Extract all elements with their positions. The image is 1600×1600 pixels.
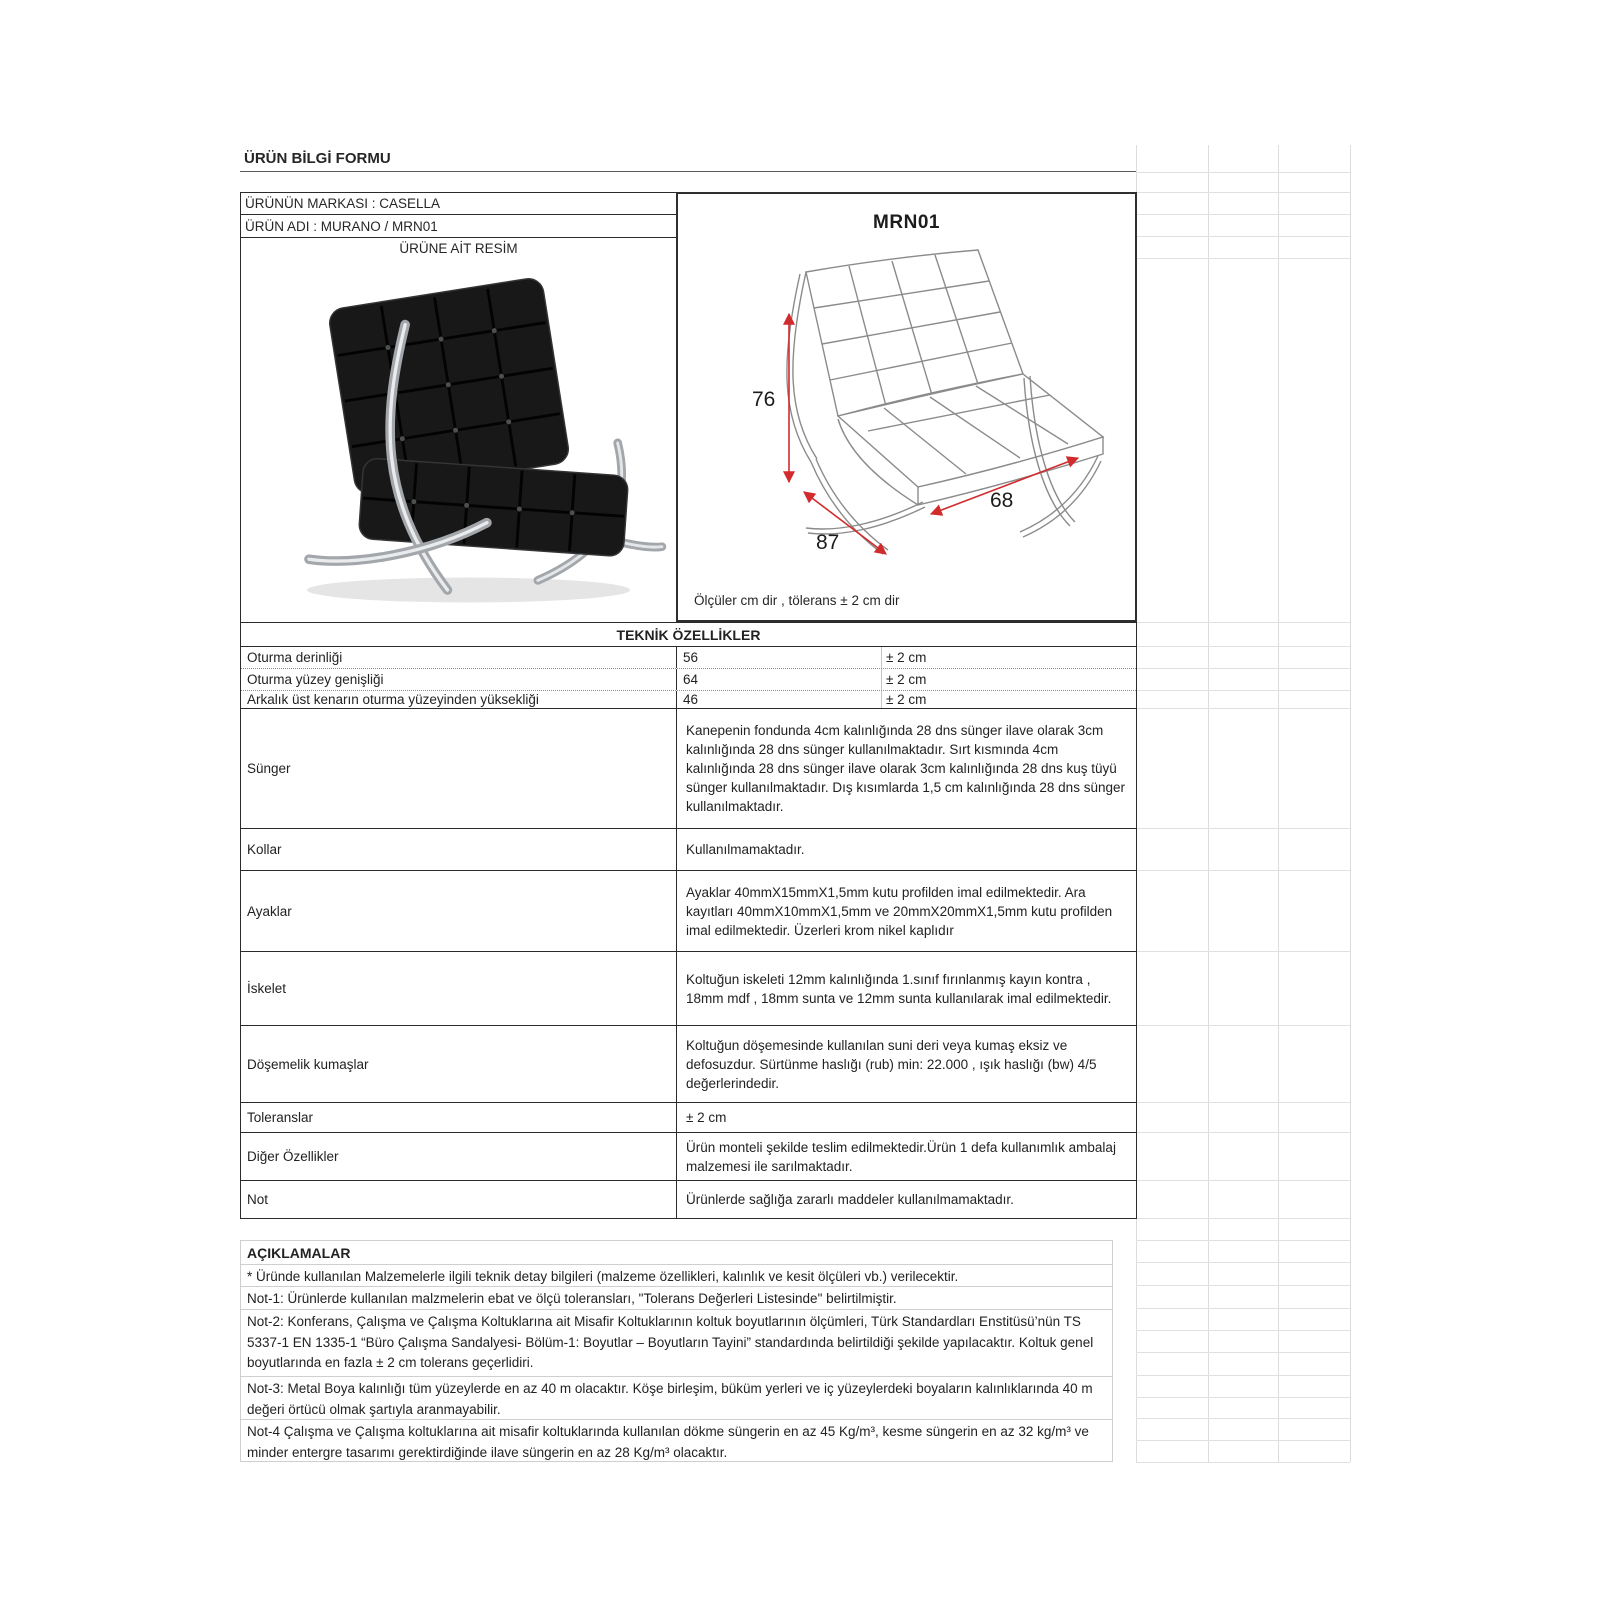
gridline (1136, 1308, 1350, 1309)
technical-drawing-box (676, 192, 1137, 622)
notes-header: AÇIKLAMALAR (241, 1241, 1112, 1265)
spec-value: 46 (683, 692, 699, 707)
gridline (1136, 1102, 1350, 1103)
spec-label: Not (241, 1181, 677, 1218)
spec-value: 56 (683, 650, 699, 665)
gridline (1136, 646, 1350, 647)
gridline (1136, 1375, 1350, 1376)
gridline (1136, 172, 1350, 173)
brand-row: ÜRÜNÜN MARKASI : CASELLA (240, 192, 677, 215)
photo-shadow (307, 578, 630, 603)
gridline (1136, 1330, 1350, 1331)
gridline (1136, 258, 1350, 259)
gridline (1136, 708, 1350, 709)
spec-tolerance: ± 2 cm (881, 669, 957, 690)
spec-text: Ürün monteli şekilde teslim edilmektedir.Ürün 1 defa kullanımlık ambalaj malzemesi ile sarılmaktadır. (686, 1139, 1116, 1174)
depth-label: 87 (816, 531, 840, 554)
gridline (1136, 214, 1350, 215)
spec-row (241, 1026, 1136, 1103)
spec-row (241, 1133, 1136, 1181)
height-label: 76 (752, 388, 776, 411)
spec-text: Kanepenin fondunda 4cm kalınlığında 28 dns sünger ilave olarak 3cm kalınlığında 28 dns sünger kullanılmaktadır. Sırt kısmında 4cm kalınlığında 28 dns sünger ilave olarak 3cm kalınlığında 28 dns kuş tüyü sünger kullanılmaktadır. Dış kısımlarda 1,5 cm kalınlığında 28 dns sünger kullanılmaktadır. (686, 723, 1125, 814)
spec-label: Diğer Özellikler (241, 1133, 677, 1180)
form-title: ÜRÜN BİLGİ FORMU (240, 146, 1136, 172)
back-cushion (327, 277, 570, 496)
gridline (1136, 870, 1350, 871)
spec-label: Arkalık üst kenarın oturma yüzeyinden yüksekliği (241, 691, 677, 708)
gridline (1208, 145, 1209, 1462)
spec-label: Ayaklar (241, 871, 677, 951)
note-item: * Üründe kullanılan Malzemelerle ilgili teknik detay bilgileri (malzeme özellikleri, kalınlık ve kesit ölçüleri vb.) verilecektir. (241, 1265, 1112, 1287)
spec-empty-cell (957, 669, 1136, 690)
spec-text: ± 2 cm (686, 1110, 727, 1125)
gridline (1136, 690, 1350, 691)
spec-tolerance: ± 2 cm (881, 647, 957, 668)
spec-label: Oturma yüzey genişliği (241, 669, 677, 690)
note-item: Not-2: Konferans, Çalışma ve Çalışma Koltuklarına ait Misafir Koltuklarının koltuk boyutlarının ölçümleri, Türk Standardları Enstitüsü’nün TS 5337-1 EN 1335-1 “Büro Çalışma Sandalyesi- Bölüm-1: Boyutlar – Boyutların Tayini” standardında belirtildiği şekilde yapılacaktır. Koltuk genel boyutlarında en fazla ± 2 cm tolerans geçerlidiri. (241, 1310, 1112, 1377)
spec-label: Toleranslar (241, 1103, 677, 1132)
gridline (1136, 1132, 1350, 1133)
gridline (1136, 1262, 1350, 1263)
image-header-row: ÜRÜNE AİT RESİM (240, 237, 677, 259)
notes-section (240, 1240, 1113, 1462)
product-photo (249, 265, 669, 615)
gridline (1136, 1219, 1137, 1462)
spec-label: Sünger (241, 709, 677, 828)
gridline (1136, 1418, 1350, 1419)
spec-row (241, 647, 1136, 669)
spec-text: Kullanılmamaktadır. (686, 842, 805, 857)
gridline (1136, 192, 1350, 193)
spec-text: Koltuğun döşemesinde kullanılan suni deri veya kumaş eksiz ve defosuzdur. Sürtünme haslığı (rub) min: 22.000 , ışık haslığı (bw) 4/5 değerlerindedir. (686, 1037, 1097, 1091)
spec-table (240, 622, 1137, 1219)
gridline (1136, 828, 1350, 829)
gridline (1136, 1462, 1350, 1463)
gridline (1136, 236, 1350, 237)
spec-empty-cell (957, 691, 1136, 708)
model-code: MRN01 (873, 212, 940, 233)
spec-row (241, 871, 1136, 952)
technical-drawing (678, 244, 1135, 584)
gridline (1136, 1285, 1350, 1286)
gridline (1136, 951, 1350, 952)
gridline (1136, 622, 1350, 623)
gridline (1136, 1180, 1350, 1181)
spec-label: Kollar (241, 829, 677, 870)
spec-empty-cell (957, 647, 1136, 668)
gridline (1136, 1352, 1350, 1353)
gridline (1136, 1025, 1350, 1026)
gridline (1136, 1240, 1350, 1241)
spec-label: Oturma derinliği (241, 647, 677, 668)
gridline (1136, 145, 1137, 192)
spec-row (241, 691, 1136, 709)
gridline (1278, 145, 1279, 1462)
spec-label: Döşemelik kumaşlar (241, 1026, 677, 1102)
spec-row (241, 829, 1136, 871)
spec-text: Ürünlerde sağlığa zararlı maddeler kullanılmamaktadır. (686, 1192, 1014, 1207)
spec-tolerance: ± 2 cm (881, 691, 957, 708)
spec-row (241, 1181, 1136, 1218)
spec-table-header: TEKNİK ÖZELLİKLER (241, 623, 1136, 647)
gridline (1350, 145, 1351, 1462)
note-item: Not-3: Metal Boya kalınlığı tüm yüzeylerde en az 40 m olacaktır. Köşe birleşim, büküm yerleri ve iç yüzeylerdeki boyaların kalınlıklarında 40 m değeri örtücü olmak şartıyla aranmayabilir. (241, 1377, 1112, 1420)
spec-row (241, 669, 1136, 691)
spec-text: Ayaklar 40mmX15mmX1,5mm kutu profilden imal edilmektedir. Ara kayıtları 40mmX10mmX1,5mm ve 20mmX20mmX1,5mm kutu profilden imal edilmektedir. Üzerleri krom nikel kaplıdır (686, 884, 1113, 938)
note-item: Not-1: Ürünlerde kullanılan malzmelerin ebat ve ölçü toleransları, "Tolerans Değerleri Listesinde" belirtilmiştir. (241, 1287, 1112, 1310)
spec-row (241, 952, 1136, 1026)
product-photo-cell (240, 258, 677, 622)
drawing-caption: Ölçüler cm dir , tölerans ± 2 cm dir (694, 593, 900, 608)
spec-label: İskelet (241, 952, 677, 1025)
gridline (1136, 1218, 1350, 1219)
spec-text: Koltuğun iskeleti 12mm kalınlığında 1.sınıf fırınlanmış kayın kontra , 18mm mdf , 18mm sunta ve 12mm sunta kullanılarak imal edilmektedir. (686, 971, 1112, 1006)
spec-value: 64 (683, 672, 699, 687)
product-name-row: ÜRÜN ADI : MURANO / MRN01 (240, 214, 677, 238)
spec-row (241, 1103, 1136, 1133)
spec-row (241, 709, 1136, 829)
width-label: 68 (990, 489, 1014, 512)
gridline (1136, 668, 1350, 669)
gridline (1136, 1397, 1350, 1398)
note-item: Not-4 Çalışma ve Çalışma koltuklarına ait misafir koltuklarında kullanılan dökme süngerin en az 45 Kg/m³, kesme süngerin en az 32 kg/m³ ve minder entergre tasarımı gerektirdiğinde ilave süngerin en az 28 Kg/m³ olacaktır. (247, 1424, 1089, 1460)
gridline (1136, 1440, 1350, 1441)
